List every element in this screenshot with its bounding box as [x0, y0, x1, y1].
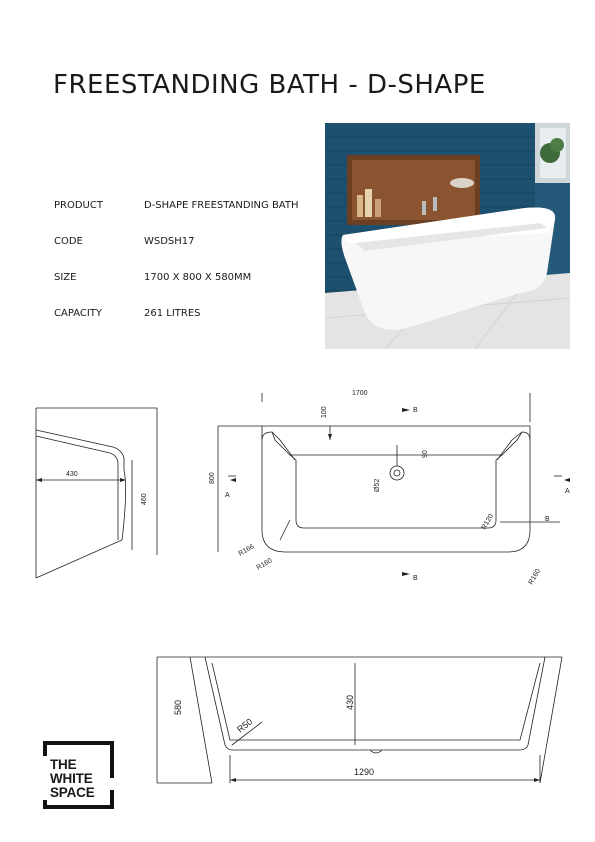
spec-label: PRODUCT: [54, 200, 103, 211]
section-marker-top: B: [413, 407, 418, 414]
radius-label-1: R166: [237, 543, 256, 558]
spec-value: 261 LITRES: [144, 308, 201, 319]
logo-line-2: WHITE: [50, 771, 93, 786]
logo-line-3: SPACE: [50, 785, 95, 800]
radius-label-3: R120: [480, 513, 496, 531]
plan-width-label: 800: [209, 472, 216, 484]
gap-label: B: [545, 516, 550, 523]
brand-logo: [40, 738, 118, 812]
waste-diameter-label: Ø52: [374, 478, 381, 492]
section-view-drawing: [157, 657, 562, 783]
side-view-drawing: [36, 408, 157, 578]
plan-inner-label: 90: [422, 450, 429, 458]
spec-label: SIZE: [54, 272, 77, 283]
section-length-label: 1290: [354, 767, 375, 777]
section-depth-label: 430: [345, 694, 355, 710]
spec-value: D-SHAPE FREESTANDING BATH: [144, 200, 299, 211]
radius-label-4: R160: [527, 568, 543, 586]
plan-length-label: 1700: [352, 390, 368, 397]
view-marker-left: A: [225, 492, 230, 499]
spec-value: WSDSH17: [144, 236, 195, 247]
spec-value: 1700 X 800 X 580MM: [144, 272, 252, 283]
page-title: FREESTANDING BATH - D-SHAPE: [53, 70, 486, 100]
radius-label-2: R160: [255, 557, 274, 572]
logo-wordmark: [50, 758, 95, 800]
section-marker-bottom: B: [413, 575, 418, 582]
side-height-label: 460: [141, 493, 148, 505]
plan-offset-label: 100: [321, 406, 328, 418]
section-radius-label: R50: [235, 716, 255, 735]
side-length-label: 430: [66, 471, 78, 478]
spec-label: CAPACITY: [54, 308, 103, 319]
logo-line-1: THE: [50, 757, 77, 772]
spec-label: CODE: [54, 236, 83, 247]
view-marker-right: A: [565, 488, 570, 495]
section-height-label: 580: [173, 699, 183, 715]
plan-view-drawing: [218, 393, 562, 552]
